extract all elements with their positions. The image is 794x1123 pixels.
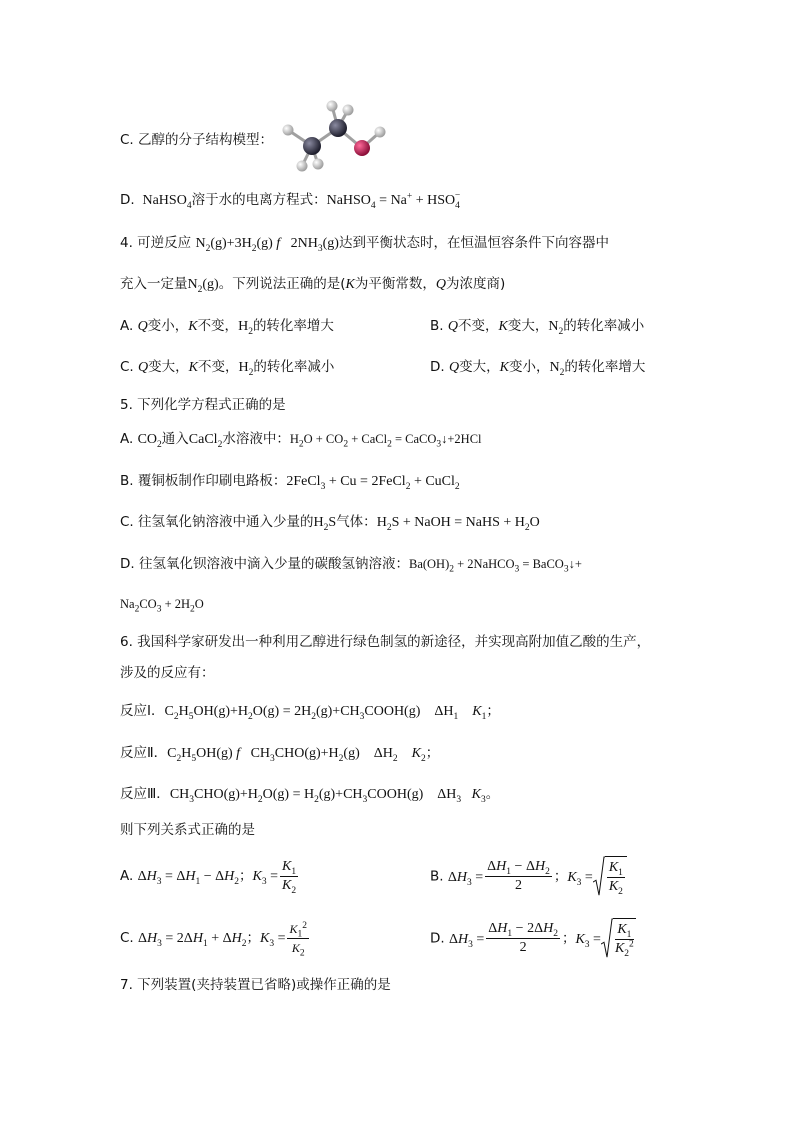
- question-4-option-b: B. Q不变，K变大，$N_2$的转化率减小: [430, 318, 645, 337]
- reaction-3: 反应Ⅲ．$CH_3CHO(g)+H_2O(g)$ = $H_2(g)+CH_3COOH(g)$ $\Delta H_3$ $K_3$。: [120, 786, 500, 805]
- question-4-option-a: A. Q变小，K不变，$H_2$的转化率增大: [120, 318, 334, 337]
- hydrogen-atom: [297, 161, 308, 172]
- question-4-line1: 4. 可逆反应 $N_2(g)+3H_2(g)$ f $2NH_3(g)$达到平衡状态时，在恒温恒容条件下向容器中: [120, 235, 609, 254]
- question-5-option-c: C. 往氢氧化钠溶液中通入少量的$H_2S$气体：$H_2S$ + NaOH = NaHS + $H_2O$: [120, 514, 540, 533]
- question-5-option-d: D. 往氢氧化钡溶液中滴入少量的碳酸氢钠溶液：$Ba(OH)_2$ + 2NaHCO$_3$ = BaCO$_3$↓+: [120, 556, 582, 575]
- hydrogen-atom: [327, 101, 338, 112]
- option-c-molecule: C. 乙醇的分子结构模型：: [120, 132, 274, 148]
- hydrogen-atom: [343, 105, 354, 116]
- question-6-stem-1: 6. 我国科学家研发出一种利用乙醇进行绿色制氢的新途径，并实现高附加值乙酸的生产，: [120, 634, 651, 650]
- question-6-option-d: D. $\Delta H_3$ = $\frac{\Delta H_1 - 2\Delta H_2}{2}$ ；$K_3$ = $\frac{K_1}{K_2^2}$: [430, 918, 636, 960]
- question-6-ask: 则下列关系式正确的是: [120, 822, 255, 838]
- option-d-ionization: D. NaHSO$_4$溶于水的电离方程式：NaHSO$_4$ = $Na^+ + HSO_4^-$: [120, 191, 461, 211]
- oxygen-atom: [354, 140, 370, 156]
- question-4-line2: 充入一定量$N_2(g)$。下列说法正确的是(K为平衡常数，Q为浓度商): [120, 276, 506, 295]
- carbon-atom: [329, 119, 347, 137]
- hydrogen-atom: [283, 125, 294, 136]
- question-6-option-b: B. $\Delta H_3$ = $\frac{\Delta H_1 - \Delta H_2}{2}$ ；$K_3$ = $\frac{K_1}{K_2}$: [430, 856, 627, 898]
- question-5-stem: 5. 下列化学方程式正确的是: [120, 397, 286, 413]
- question-5-option-a: A. $CO_2$通入CaCl$_2$水溶液中：$H_2O + CO_2$ + CaCl$_2$ = CaCO$_3$↓+2HCl: [120, 431, 482, 450]
- question-5-option-b: B. 覆铜板制作印刷电路板：2FeCl$_3$ + Cu = 2FeCl$_2$ + CuCl$_2$: [120, 473, 460, 492]
- question-4-option-c: C. Q变大，K不变，$H_2$的转化率减小: [120, 359, 335, 378]
- ethanol-molecule-model: [276, 98, 396, 178]
- reaction-1: 反应Ⅰ．$C_2H_5OH(g)+H_2O(g)$ = $2H_2(g)+CH_3COOH(g)$ $\Delta H_1$ $K_1$；: [120, 703, 500, 722]
- hydrogen-atom: [375, 127, 386, 138]
- question-4-option-d: D. Q变大，K变小，$N_2$的转化率增大: [430, 359, 646, 378]
- question-7-stem: 7. 下列装置(夹持装置已省略)或操作正确的是: [120, 977, 391, 993]
- question-6-stem-2: 涉及的反应有：: [120, 665, 215, 681]
- reaction-2: 反应Ⅱ．$C_2H_5OH(g)$ f $CH_3CHO(g)+H_2(g)$ $\Delta H_2$ $K_2$；: [120, 745, 440, 764]
- carbon-atom: [303, 137, 321, 155]
- question-5-option-d-cont: $Na_2CO_3 + 2H_2O$: [120, 597, 204, 615]
- hydrogen-atom: [313, 159, 324, 170]
- question-6-option-c: C. $\Delta H_3 = 2\Delta H_1 + \Delta H_2$；$K_3$ = $\frac{K_1^2}{K_2}$: [120, 920, 307, 958]
- question-6-option-a: A. $\Delta H_3 = \Delta H_1 - \Delta H_2$；$K_3$ = $\frac{K_1}{K_2}$: [120, 858, 297, 896]
